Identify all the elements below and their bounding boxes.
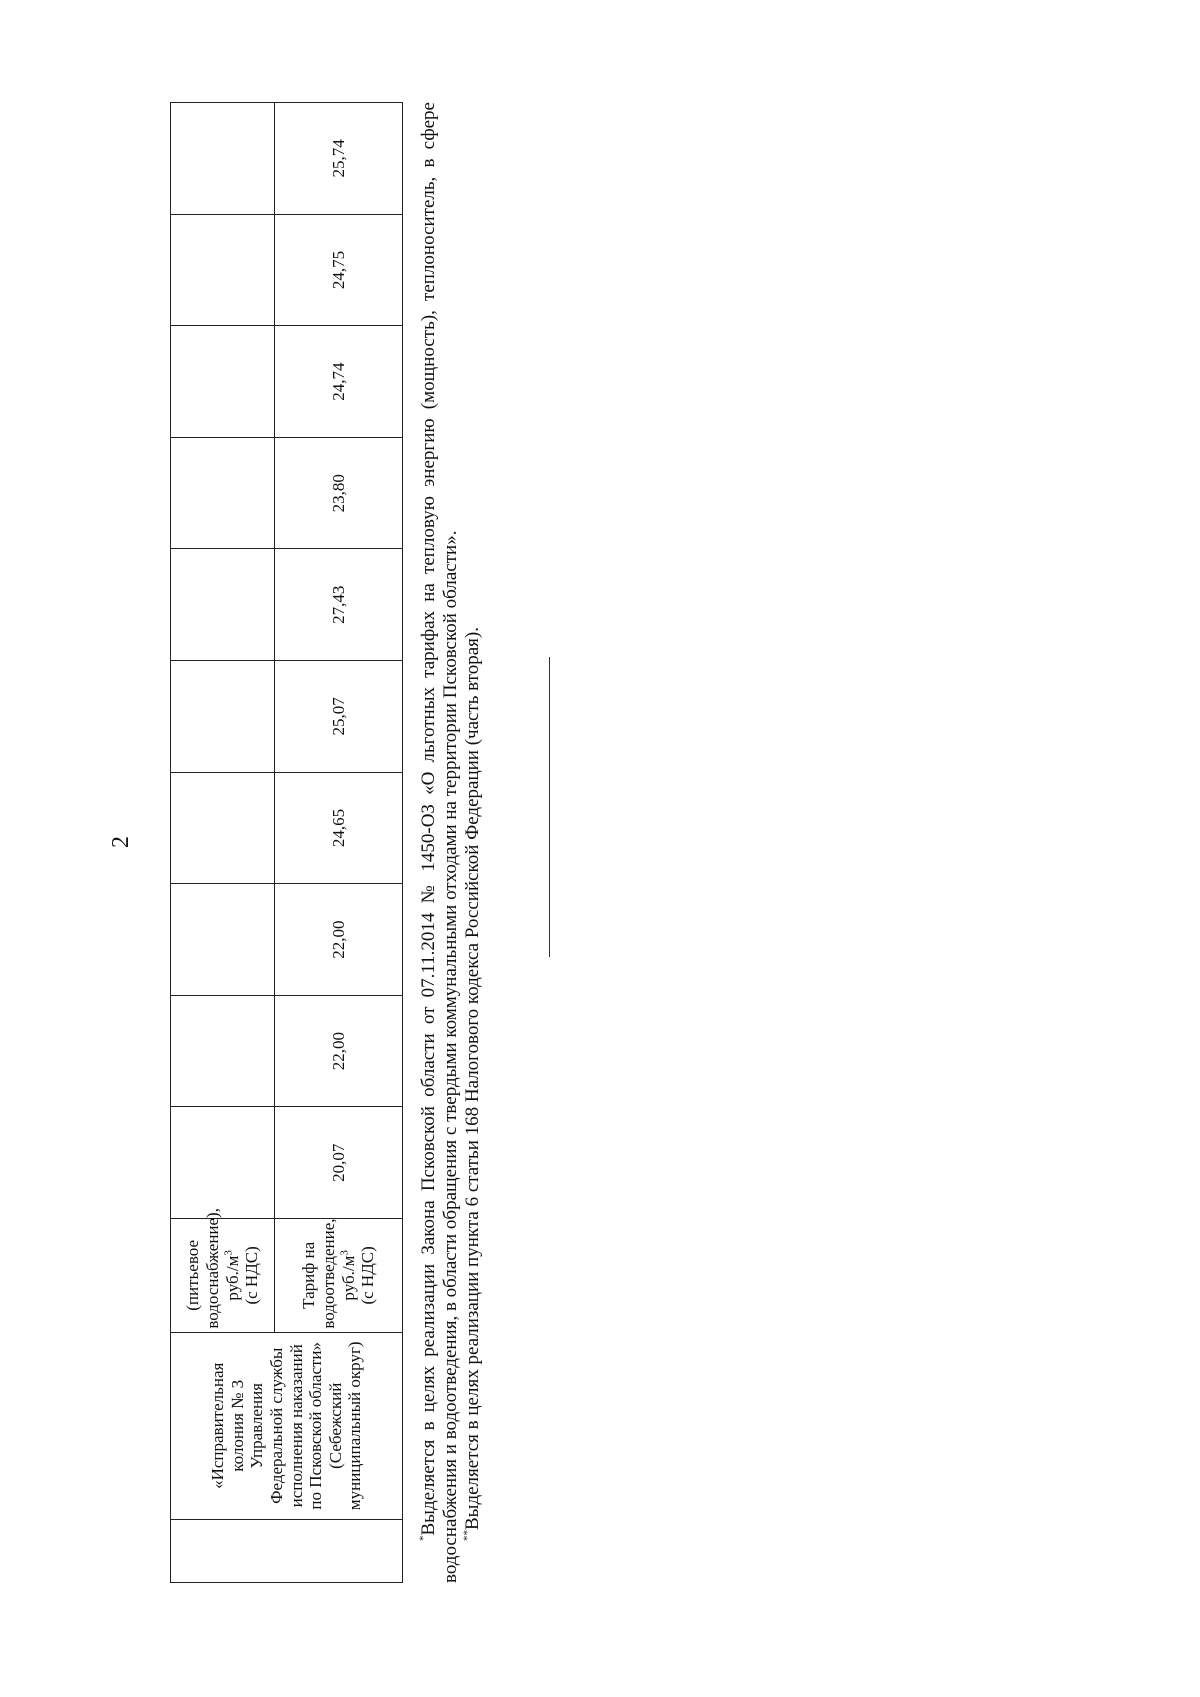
tariff-name-line1: Тариф на водоотведение, xyxy=(299,1218,338,1329)
value-cell xyxy=(171,1107,275,1219)
value-cell: 24,65 xyxy=(275,772,403,884)
tariff-name-unit: руб./м xyxy=(338,1255,358,1301)
footnote-2-mark: ** xyxy=(461,1530,474,1541)
tariff-table xyxy=(170,102,403,1583)
footnote-2-text: Выделяется в целях реализации пункта 6 статьи 168 Налогового кодекса Российской Федерации (часть вторая). xyxy=(462,627,483,1530)
tariff-name-line1: (питьевое водоснабжение), xyxy=(183,1208,222,1329)
value-cell xyxy=(171,326,275,438)
value-cell xyxy=(171,772,275,884)
tariff-name-vat: (с НДС) xyxy=(242,1246,262,1305)
value-cell xyxy=(171,661,275,773)
value-cell xyxy=(171,437,275,549)
tariff-name-unit-sup: 3 xyxy=(337,1250,350,1256)
footnote-2 xyxy=(462,102,484,1583)
value-cell xyxy=(171,549,275,661)
value-cell xyxy=(171,995,275,1107)
value-cell: 20,07 xyxy=(275,1107,403,1219)
footnote-1-mark: * xyxy=(417,1535,430,1541)
value-cell xyxy=(171,884,275,996)
value-cell: 24,75 xyxy=(275,214,403,326)
tariff-name-unit: руб./м xyxy=(222,1255,242,1301)
value-cell: 25,74 xyxy=(275,103,403,215)
value-cell: 27,43 xyxy=(275,549,403,661)
tariff-name-cell xyxy=(171,1208,275,1333)
value-cell: 22,00 xyxy=(275,884,403,996)
tariff-name-unit-sup: 3 xyxy=(221,1250,234,1256)
value-cell xyxy=(171,103,275,215)
value-cell: 25,07 xyxy=(275,661,403,773)
footnotes xyxy=(418,102,484,1583)
value-cell: 24,74 xyxy=(275,326,403,438)
tariff-name-cell xyxy=(275,1219,403,1333)
value-cell: 22,00 xyxy=(275,995,403,1107)
value-cell xyxy=(171,214,275,326)
tariff-name-vat: (с НДС) xyxy=(358,1246,378,1305)
separator-line xyxy=(549,657,550,957)
footnote-1 xyxy=(418,102,462,1583)
organization-cell: «Исправительная колония № 3 Управления Федеральной службы исполнения наказаний по Псковской области» (Себежский муниципальный округ) xyxy=(171,1332,403,1519)
table-row xyxy=(171,103,275,1583)
page-number: 2 xyxy=(108,836,134,848)
footnote-1-text: Выделяется в целях реализации Закона Псковской области от 07.11.2014 № 1450-ОЗ «О льготных тарифах на тепловую энергию (мощность), теплоноситель, в сфере водоснабжения и водоотведения, в области обращения с твердыми коммунальными отходами на территории Псковской области». xyxy=(418,102,461,1583)
value-cell: 23,80 xyxy=(275,437,403,549)
row-number-cell xyxy=(171,1519,403,1582)
